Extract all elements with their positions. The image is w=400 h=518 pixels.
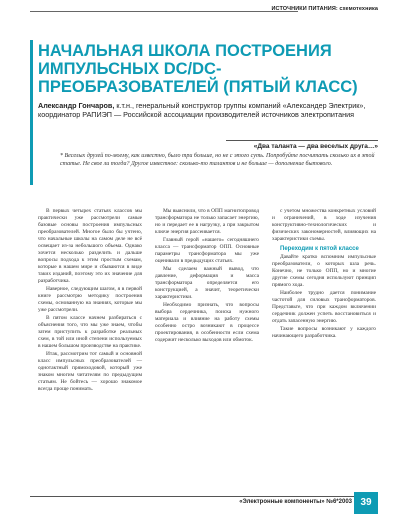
paragraph: Такие вопросы возникают у каждого начинающего разработчика. [272, 326, 376, 339]
page-number: 39 [354, 492, 378, 514]
author-name: Александр Гончаров, [38, 101, 115, 110]
paragraph: Мы сделаем важный вывод, что давление, деформация и масса трансформатора определяется его конструкцией, а значит, теоретически характеристики. [155, 266, 259, 300]
text-column-3 [272, 208, 376, 341]
paragraph: с учетом множества конкретных условий и ограничений, в ходе изучения конструктивно-технологических и физических закономерностей, влияющих на характеристики схемы. [272, 208, 376, 242]
paragraph: Давайте кратко вспомним импульсные преобразователи, о которых шла речь. Конечно, не только ОПП, но и многие другие схемы сегодня используют принцип прямого хода. [272, 254, 376, 288]
text-column-2 [155, 208, 259, 345]
epigraph: «Два таланта — два веселых друга…» [253, 143, 378, 150]
paragraph: В пятом классе начнем разбираться с объяснения того, что мы уже знаем, чтобы затем приступить к разработке реальных схем, в той или иной степени используемых в нашем большом производстве на практике. [38, 315, 142, 349]
author-affiliation: к.т.н., генеральный конструктор группы компаний «Александер Электрик», координатор РАПИЭП — Российской ассоциации производителей источников электропитания [38, 101, 366, 119]
section-heading: Переходим к пятой классе [280, 246, 359, 252]
page-footer [0, 490, 400, 518]
paragraph: Наиболее трудно дается понимание частотой для силовых трансформаторов. Представьте, что при каждом включении сердечник должен успеть восстановиться и отдать запасенную энергию. [272, 290, 376, 324]
text-column-1 [38, 208, 142, 394]
title-accent-bar [30, 40, 33, 185]
section-label: ИСТОЧНИКИ ПИТАНИЯ: схемотехника [271, 6, 378, 12]
paragraph: Необходимо признать, что вопросы выбора сердечника, поиска нужного материала и влияние на работу схемы особенно остро возникают в процессе проектирования, в особенности если схема содержит несколько выходов или обмоток. [155, 302, 259, 343]
running-header [30, 6, 378, 14]
epigraph-rule [226, 140, 378, 141]
author-block [38, 101, 378, 119]
article-title: НАЧАЛЬНАЯ ШКОЛА ПОСТРОЕНИЯ ИМПУЛЬСНЫХ DC/DC-ПРЕОБРАЗОВАТЕЛЕЙ (ПЯТЫЙ КЛАСС) [38, 42, 358, 96]
lead-note: * Веселых друзей по-моему, как известно, было три больше, но не с этого суть. Попробуйте посчитать сколько их в этой статье. Не свое ли тогда? Другое известное: сколько-то талантов и не больше — дополнение бытового. [60, 153, 375, 167]
footer-rule [30, 496, 378, 497]
paragraph: Итак, рассмотрим тот самый и основной класс импульсных преобразователей — однотактный прямоходовой, который уже знаком многим читателям по предыдущим статьям. Не бойтесь — хорошо знакомое всегда проще понимать. [38, 351, 142, 392]
paragraph: Главный герой «нашего» сегодняшнего класса — трансформатор ОПП. Основные параметры трансформатора мы уже оценивали в предыдущих статьях. [155, 237, 259, 264]
paragraph: В первых четырех статьях классов мы практически уже рассмотрели самые базовые основы построения импульсных преобразователей. Многое было бы учтено, что начальные школы на самом деле не всё освещает из-за небольшого объема. Однако хочется несколько разделить и дальше вопросы подхода к этим простым схемам, которые в нашем мире и сбываются в виде таких изданий, поэтому это их значение для разработчика. [38, 208, 142, 284]
journal-name: «Электронные компоненты» №6*2003 [239, 499, 352, 505]
paragraph: Мы выяснили, что в ОПП магнитопровод трансформатора не только запасает энергию, но и передает ее в нагрузку, а при закрытом ключе энергия рассеивается. [155, 208, 259, 235]
header-rule [30, 11, 298, 12]
paragraph: Наверное, следующим шагом, я в первой книге рассмотрю методику построения схемы, основанную на знаниях, которые мы уже рассмотрели. [38, 286, 142, 313]
